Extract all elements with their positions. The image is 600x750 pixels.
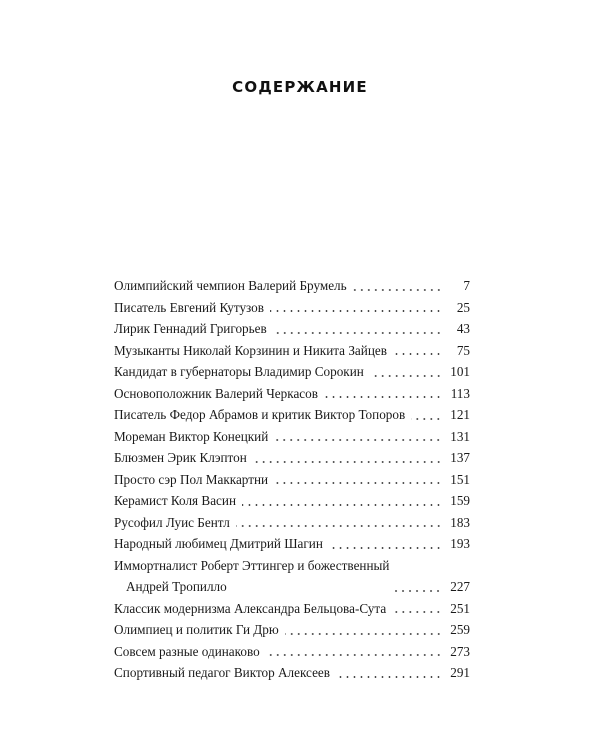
toc-page-number: 137 xyxy=(450,450,470,465)
toc-page-number: 25 xyxy=(456,299,470,315)
toc-entry-title-line: Кандидат в губернаторы Владимир Сорокин xyxy=(114,364,364,379)
toc-entry-title xyxy=(114,383,318,405)
toc-entry-title-line: Блюзмен Эрик Клэптон xyxy=(114,450,247,465)
toc-entry-title-line: Основоположник Валерий Черкасов xyxy=(114,385,318,401)
toc-dot-leader xyxy=(242,504,442,506)
toc-entry xyxy=(114,318,470,340)
toc-entry-title-line: Совсем разные одинаково xyxy=(114,643,260,659)
toc-page-number: 151 xyxy=(450,471,470,487)
toc-entry-title-line: Керамист Коля Васин xyxy=(114,493,237,508)
toc-entry-title-line: Иммортналист Роберт Эттингер и божественный xyxy=(114,557,390,573)
toc-entry-title xyxy=(114,512,230,534)
toc-entry-title xyxy=(114,340,387,362)
toc-entry-title xyxy=(114,619,279,641)
toc-entry-title-line: Лирик Геннадий Григорьев xyxy=(114,321,267,336)
toc-page-number: 183 xyxy=(450,514,470,530)
toc-entry xyxy=(114,533,470,555)
toc-dot-leader xyxy=(393,353,442,355)
toc-entry-title-line: Музыканты Николай Корзинин и Никита Зайцев xyxy=(114,342,387,358)
page-title: СОДЕРЖАНИЕ xyxy=(232,78,368,96)
toc-entry-title xyxy=(114,490,236,512)
toc-dot-leader xyxy=(411,418,442,420)
toc-entry xyxy=(114,426,470,448)
toc-entry-title xyxy=(114,469,268,491)
toc-entry-title xyxy=(114,598,386,620)
toc-page-number: 121 xyxy=(450,407,470,422)
toc-entry-title-line: Олимпиец и политик Ги Дрю xyxy=(114,622,279,637)
toc-entry-title xyxy=(114,404,405,426)
toc-entry xyxy=(114,641,470,663)
toc-dot-leader xyxy=(270,310,442,312)
toc-entry xyxy=(114,383,470,405)
toc-page-number: 7 xyxy=(463,278,470,293)
toc-entry-title-line: Спортивный педагог Виктор Алексеев xyxy=(114,665,331,680)
toc-page-number: 291 xyxy=(450,665,470,680)
toc-dot-leader xyxy=(353,289,442,291)
toc-page-number: 159 xyxy=(450,493,470,508)
toc-entry-title-line: Писатель Федор Абрамов и критик Виктор Топоров xyxy=(114,407,406,422)
toc-dot-leader xyxy=(329,547,442,549)
toc-dot-leader xyxy=(336,676,442,678)
toc-page-number: 259 xyxy=(450,622,470,637)
table-of-contents xyxy=(114,275,470,684)
toc-entry xyxy=(114,275,470,297)
toc-entry-title xyxy=(114,555,389,598)
toc-entry xyxy=(114,404,470,426)
toc-page-number: 227 xyxy=(450,579,470,594)
toc-dot-leader xyxy=(395,590,442,592)
toc-entry-title xyxy=(114,662,330,684)
toc-entry-title xyxy=(114,426,268,448)
toc-entry-title-line: Писатель Евгений Кутузов xyxy=(114,299,264,315)
toc-entry xyxy=(114,340,470,362)
toc-entry xyxy=(114,598,470,620)
toc-entry xyxy=(114,512,470,534)
toc-page-number: 273 xyxy=(450,643,470,659)
toc-dot-leader xyxy=(392,611,442,613)
toc-page-number: 193 xyxy=(450,536,470,551)
toc-entry xyxy=(114,662,470,684)
toc-entry-title xyxy=(114,447,247,469)
toc-entry-title-line: Андрей Тропилло xyxy=(126,579,227,594)
toc-page-number: 43 xyxy=(456,321,470,336)
toc-entry-title-line: Русофил Луис Бентл xyxy=(114,514,230,530)
toc-entry-title-line: Олимпийский чемпион Валерий Брумель xyxy=(114,278,347,293)
toc-dot-leader xyxy=(274,482,442,484)
toc-page-number: 251 xyxy=(450,600,470,616)
toc-dot-leader xyxy=(236,525,442,527)
toc-entry xyxy=(114,297,470,319)
toc-page-number: 131 xyxy=(450,428,470,444)
toc-entry-title xyxy=(114,318,267,340)
toc-entry-title xyxy=(114,533,323,555)
toc-entry-title xyxy=(114,361,364,383)
toc-page-number: 113 xyxy=(450,385,470,401)
toc-entry-title-line: Народный любимец Дмитрий Шагин xyxy=(114,536,323,551)
toc-dot-leader xyxy=(266,654,442,656)
toc-entry-title-line: Просто сэр Пол Маккартни xyxy=(114,471,269,487)
toc-entry xyxy=(114,490,470,512)
toc-dot-leader xyxy=(285,633,442,635)
toc-page-number: 101 xyxy=(450,364,470,379)
toc-entry-title-line: Мореман Виктор Конецкий xyxy=(114,428,269,444)
toc-entry xyxy=(114,361,470,383)
toc-dot-leader xyxy=(324,396,442,398)
toc-entry-title-line: Классик модернизма Александра Бельцова-Сута xyxy=(114,600,387,616)
toc-entry xyxy=(114,469,470,491)
toc-dot-leader xyxy=(370,375,442,377)
toc-entry-title xyxy=(114,275,347,297)
toc-dot-leader xyxy=(274,439,442,441)
toc-entry-title xyxy=(114,641,260,663)
toc-entry xyxy=(114,619,470,641)
toc-entry-title xyxy=(114,297,264,319)
toc-dot-leader xyxy=(273,332,442,334)
toc-dot-leader xyxy=(253,461,442,463)
toc-entry xyxy=(114,555,470,598)
toc-entry xyxy=(114,447,470,469)
toc-page-number: 75 xyxy=(456,342,470,358)
